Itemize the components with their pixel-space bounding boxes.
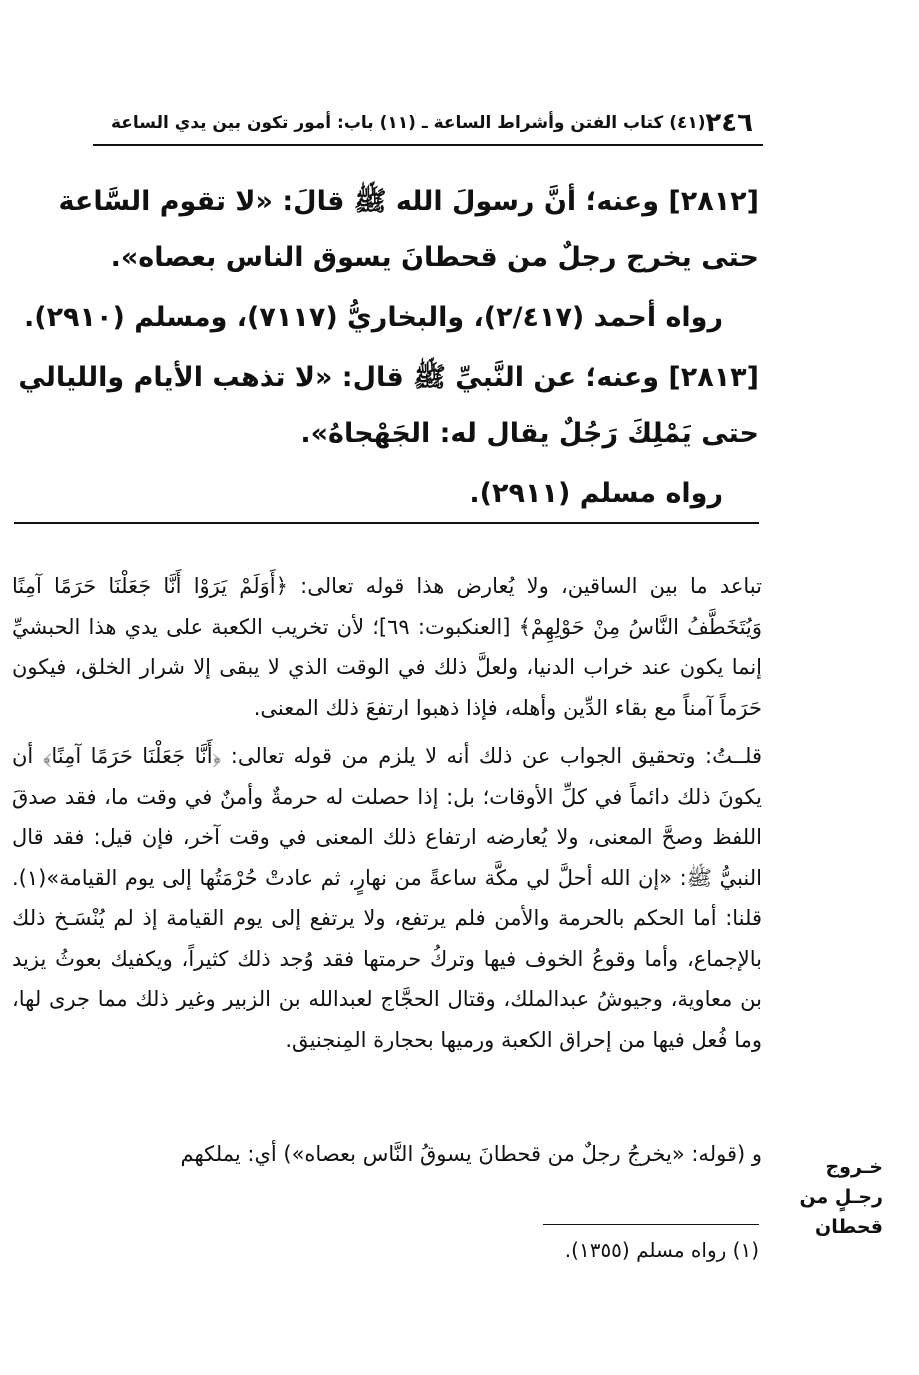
commentary-section <box>12 566 762 1166</box>
header-divider <box>93 144 763 146</box>
commentary-paragraph-3: و (قوله: «يخرجُ رجلٌ من قحطانَ يسوقُ النَّاس بعصاه») أي: يملكهم <box>180 1142 762 1166</box>
commentary-paragraph-1: تباعد ما بين الساقين، ولا يُعارض هذا قوله تعالى: ﴿أَوَلَمْ يَرَوْا أَنَّا جَعَلْنَا حَرَمًا آمِنًا وَيُتَخَطَّفُ النَّاسُ مِنْ حَوْلِهِمْ﴾ [العنكبوت: ٦٩]؛ لأن تخريب الكعبة على يدي هذا الحبشيِّ إنما يكون عند خراب الدنيا، ولعلَّ ذلك في الوقت الذي لا يبقى إلا شرار الخلق، فيكون حَرَماً آمناً مع بقاء الدِّين وأهله، فإذا ذهبوا ارتفعَ ذلك المعنى. <box>12 574 762 720</box>
page-number: ٢٤٦ <box>705 108 753 138</box>
chapter-title: (٤١) كتاب الفتن وأشراط الساعة ـ (١١) باب: أمور تكون بين يدي الساعة <box>111 113 706 133</box>
running-header <box>93 108 763 138</box>
hadith-2812-source: رواه أحمد (٢/٤١٧)، والبخاريُّ (٧١١٧)، ومسلم (٢٩١٠). <box>23 302 723 333</box>
hadith-2813: [٢٨١٣] وعنه؛ عن النَّبيِّ ﷺ قال: «لا تذهب الأيام والليالي حتى يَمْلِكَ رَجُلٌ يقال له: الجَهْجاهُ». <box>18 362 759 449</box>
commentary-paragraph-2: قلــتُ: وتحقيق الجواب عن ذلك أنه لا يلزم من قوله تعالى: ﴿أَنَّا جَعَلْنَا حَرَمًا آمِنًا﴾ أن يكونَ ذلك دائماً في كلِّ الأوقات؛ بل: إذا حصلت له حرمةٌ وأمنٌ في وقت ما، فقد صدقَ اللفظ وصحَّ المعنى، ولا يُعارضه ارتفاع ذلك المعنى في وقت آخر، فإن قيل: فقد قال النبيُّ ﷺ: «إن الله أحلَّ لي مكَّة ساعةً من نهارٍ، ثم عادتْ حُرْمَتُها إلى يوم القيامة»(١). قلنا: أما الحكم بالحرمة والأمن فلم يرتفع، ولا يرتفع إلى يوم القيامة إذ لم يُنْسَـخ ذلك بالإجماع، وأما وقوعُ الخوف فيها وتركُ حرمتها فقد وُجد ذلك كثيراً، ويكفيك بعوثُ يزيد بن معاوية، وجيوشُ عبدالملك، وقتال الحجَّاج لعبدالله بن الزبير وغير ذلك مما جرى لها، وما فُعل فيها من إحراق الكعبة ورميها بحجارة المِنجنيق. <box>12 744 762 1052</box>
hadith-2813-source: رواه مسلم (٢٩١١). <box>469 478 723 509</box>
footnote-divider <box>543 1224 759 1225</box>
section-divider <box>14 522 759 524</box>
hadith-2812: [٢٨١٢] وعنه؛ أنَّ رسولَ الله ﷺ قالَ: «لا تقوم السَّاعة حتى يخرج رجلٌ من قحطانَ يسوق الناس بعصاه». <box>58 186 759 273</box>
hadith-section <box>14 174 759 526</box>
margin-heading: خـروج رجـلٍ من قحطان <box>799 1156 883 1238</box>
footnote: (١) رواه مسلم (١٣٥٥). <box>564 1238 759 1262</box>
